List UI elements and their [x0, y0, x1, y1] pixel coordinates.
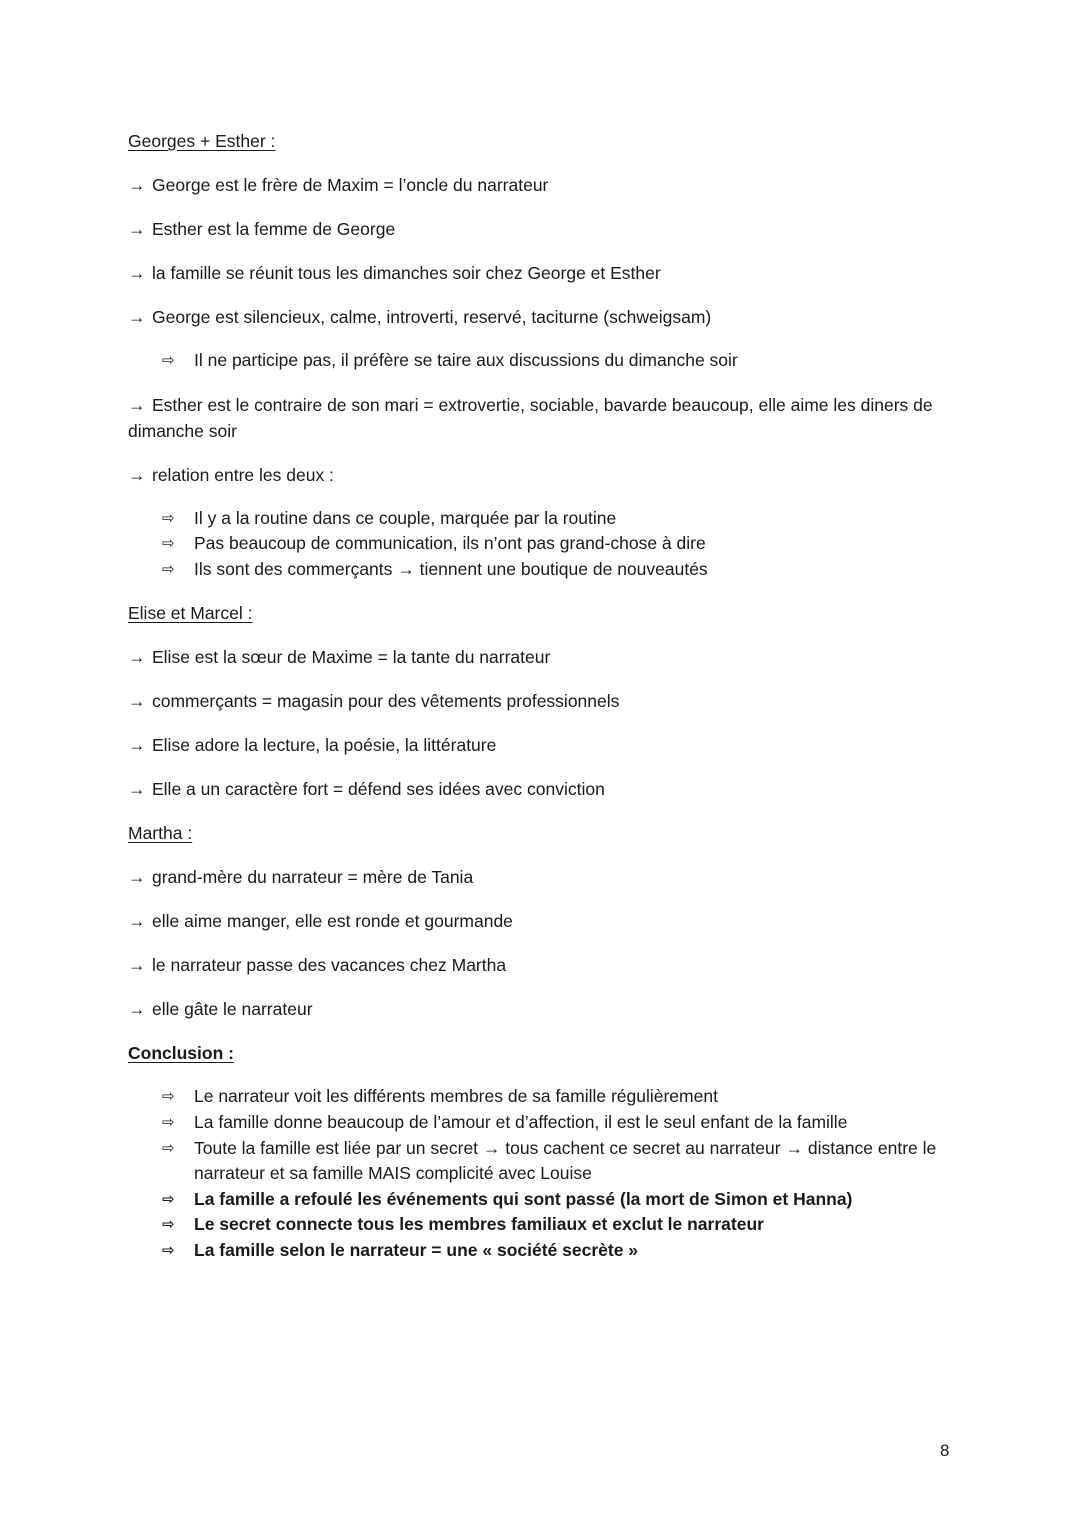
note-line: → le narrateur passe des vacances chez Martha	[128, 952, 954, 978]
hollow-arrow-icon: ⇨	[162, 1216, 175, 1234]
hollow-arrow-icon: ⇨	[162, 535, 175, 553]
arrow-icon: →	[128, 911, 146, 932]
note-line: → elle gâte le narrateur	[128, 996, 954, 1022]
note-line: → George est silencieux, calme, introverti, reservé, taciturne (schweigsam)	[128, 304, 954, 330]
note-line: → la famille se réunit tous les dimanches soir chez George et Esther	[128, 260, 954, 286]
note-line: → commerçants = magasin pour des vêtements professionnels	[128, 688, 954, 714]
sub-item: ⇨ Il ne participe pas, il préfère se taire aux discussions du dimanche soir	[128, 348, 954, 374]
sub-item: ⇨ Il y a la routine dans ce couple, marquée par la routine	[128, 506, 954, 532]
arrow-icon: →	[482, 1137, 501, 1158]
sub-item: ⇨ Toute la famille est liée par un secret → tous cachent ce secret au narrateur → distance entre le narrateur et sa famille MAIS complicité avec Louise	[162, 1137, 937, 1184]
document-page	[128, 128, 954, 1282]
note-line: → Esther est le contraire de son mari = extrovertie, sociable, bavarde beaucoup, elle aime les diners de dimanche soir	[128, 392, 954, 444]
sub-list	[128, 348, 954, 374]
arrow-icon: →	[128, 867, 146, 888]
arrow-icon: →	[128, 219, 146, 239]
arrow-icon: →	[128, 779, 146, 800]
arrow-icon: →	[128, 735, 146, 756]
note-line: → Esther est la femme de George	[128, 216, 954, 242]
hollow-arrow-icon: ⇨	[162, 1190, 175, 1208]
note-line: → Elise est la sœur de Maxime = la tante du narrateur	[128, 644, 954, 670]
arrow-icon: →	[128, 307, 146, 327]
sub-list	[128, 1084, 954, 1263]
note-line: → George est le frère de Maxim = l’oncle du narrateur	[128, 172, 954, 198]
note-line: → relation entre les deux :	[128, 462, 954, 488]
arrow-icon: →	[128, 999, 146, 1020]
section-martha	[128, 820, 954, 1022]
section-conclusion	[128, 1040, 954, 1263]
hollow-arrow-icon: ⇨	[162, 1088, 175, 1106]
note-line: → elle aime manger, elle est ronde et gourmande	[128, 908, 954, 934]
section-heading: Georges + Esther :	[128, 131, 276, 151]
sub-item: ⇨ Le narrateur voit les différents membres de sa famille régulièrement	[128, 1084, 954, 1110]
hollow-arrow-icon: ⇨	[162, 1139, 175, 1157]
section-heading: Elise et Marcel :	[128, 603, 253, 624]
sub-item: ⇨ La famille selon le narrateur = une « société secrète »	[128, 1238, 954, 1264]
arrow-icon: →	[128, 647, 146, 668]
section-georges-esther	[128, 128, 954, 582]
arrow-icon: →	[128, 175, 146, 195]
arrow-icon: →	[397, 558, 415, 579]
arrow-icon: →	[128, 263, 146, 283]
hollow-arrow-icon: ⇨	[162, 1113, 175, 1131]
sub-item: ⇨ Ils sont des commerçants → tiennent une boutique de nouveautés	[128, 557, 954, 583]
section-heading: Martha :	[128, 823, 193, 844]
hollow-arrow-icon: ⇨	[162, 352, 175, 369]
arrow-icon: →	[128, 691, 146, 712]
section-heading: Conclusion :	[128, 1043, 234, 1064]
arrow-icon: →	[128, 955, 146, 976]
section-elise-marcel	[128, 600, 954, 802]
hollow-arrow-icon: ⇨	[162, 509, 175, 527]
arrow-icon: →	[785, 1137, 803, 1158]
arrow-icon: →	[128, 394, 146, 415]
hollow-arrow-icon: ⇨	[162, 1241, 175, 1259]
hollow-arrow-icon: ⇨	[162, 560, 175, 578]
arrow-icon: →	[128, 464, 146, 485]
sub-item: ⇨ Le secret connecte tous les membres familiaux et exclut le narrateur	[128, 1212, 954, 1238]
note-line: → grand-mère du narrateur = mère de Tania	[128, 864, 954, 890]
note-line: → Elise adore la lecture, la poésie, la littérature	[128, 732, 954, 758]
sub-list	[128, 506, 954, 583]
note-line: → Elle a un caractère fort = défend ses idées avec conviction	[128, 776, 954, 802]
sub-item: ⇨ Pas beaucoup de communication, ils n’ont pas grand-chose à dire	[128, 531, 954, 557]
sub-item: ⇨ La famille a refoulé les événements qui sont passé (la mort de Simon et Hanna)	[128, 1187, 954, 1213]
page-number: 8	[940, 1441, 950, 1460]
sub-item: ⇨ La famille donne beaucoup de l’amour et d’affection, il est le seul enfant de la famille	[128, 1110, 954, 1136]
